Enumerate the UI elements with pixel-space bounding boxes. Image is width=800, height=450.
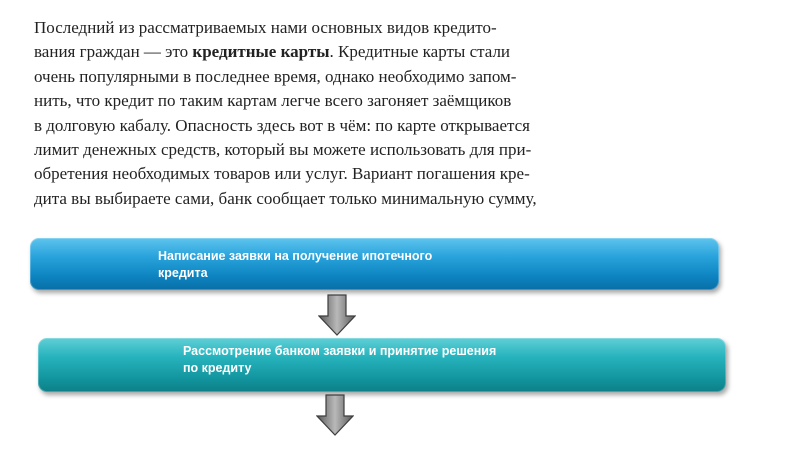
body-paragraph — [34, 16, 644, 211]
paragraph-text: вания граждан — это — [34, 42, 193, 62]
down-arrow-icon — [316, 394, 354, 436]
flow-step-label: Написание заявки на получение ипотечного кредита — [158, 249, 433, 280]
paragraph-text: . Кредитные карты стали — [329, 42, 511, 62]
paragraph-line: в долговую кабалу. Опасность здесь вот в чём: по карте открывается — [34, 115, 530, 135]
down-arrow-icon — [318, 294, 356, 336]
paragraph-line: дита вы выбираете сами, банк сообщает только минимальную сумму, — [34, 188, 537, 208]
flow-step-review — [38, 338, 726, 392]
flow-step-application — [30, 238, 719, 290]
paragraph-line: Последний из рассматриваемых нами основных видов кредито- — [34, 18, 497, 37]
paragraph-line — [34, 40, 644, 64]
paragraph-line: очень популярными в последнее время, однако необходимо запом- — [34, 66, 517, 86]
paragraph-line: нить, что кредит по таким картам легче всего загоняет заёмщиков — [34, 91, 512, 111]
emphasis-credit-cards: кредитные карты — [192, 42, 330, 62]
paragraph-line: обретения необходимых товаров или услуг. Вариант погашения кре- — [34, 164, 530, 184]
paragraph-line: лимит денежных средств, который вы можете использовать для при- — [34, 140, 532, 160]
flow-step-label: Рассмотрение банком заявки и принятие решения по кредиту — [183, 344, 497, 375]
